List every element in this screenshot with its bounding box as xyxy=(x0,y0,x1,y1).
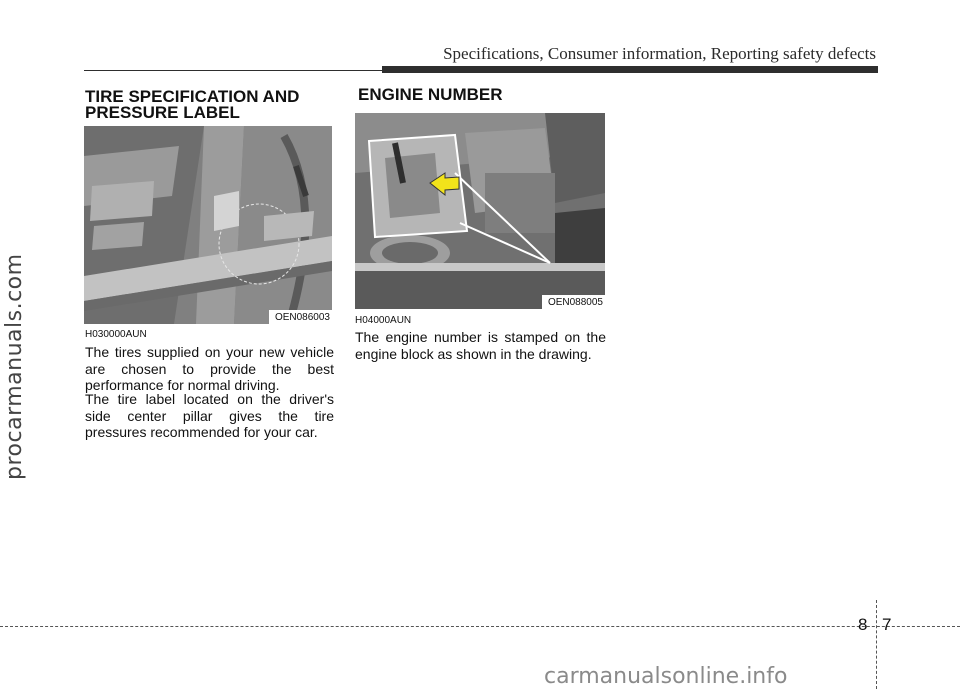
door-pillar-illustration xyxy=(84,126,332,324)
bottom-watermark: carmanualsonline.info xyxy=(544,664,788,689)
engine-section-code: H04000AUN xyxy=(355,315,412,326)
running-header-title: Specifications, Consumer information, Reporting safety defects xyxy=(443,44,876,63)
engine-section-title: ENGINE NUMBER xyxy=(358,85,503,104)
engine-bay-illustration xyxy=(355,113,605,309)
header-bar xyxy=(382,66,878,73)
header-rule xyxy=(84,70,384,71)
engine-number-figure xyxy=(355,113,605,309)
tire-label-figure xyxy=(84,126,332,324)
chapter-number: 8 xyxy=(858,615,868,634)
tire-paragraph-1: The tires supplied on your new vehicle are chosen to provide the best performance for normal driving. xyxy=(85,344,334,393)
tire-section-title-line1: TIRE SPECIFICATION AND xyxy=(85,87,300,106)
tire-section-code: H030000AUN xyxy=(85,329,147,340)
side-watermark-text: procarmanuals.com xyxy=(2,253,27,480)
footer-dashed-divider xyxy=(876,600,877,689)
tire-section-title-line2: PRESSURE LABEL xyxy=(85,103,240,122)
footer-dashed-line xyxy=(0,626,960,627)
page-number: 7 xyxy=(882,615,892,634)
engine-paragraph-1: The engine number is stamped on the engine block as shown in the drawing. xyxy=(355,329,606,362)
engine-figure-caption: OEN088005 xyxy=(542,295,605,309)
side-watermark xyxy=(2,253,32,510)
tire-figure-caption: OEN086003 xyxy=(269,310,332,324)
tire-paragraph-2: The tire label located on the driver's side center pillar gives the tire pressures recommended for your car. xyxy=(85,391,334,440)
